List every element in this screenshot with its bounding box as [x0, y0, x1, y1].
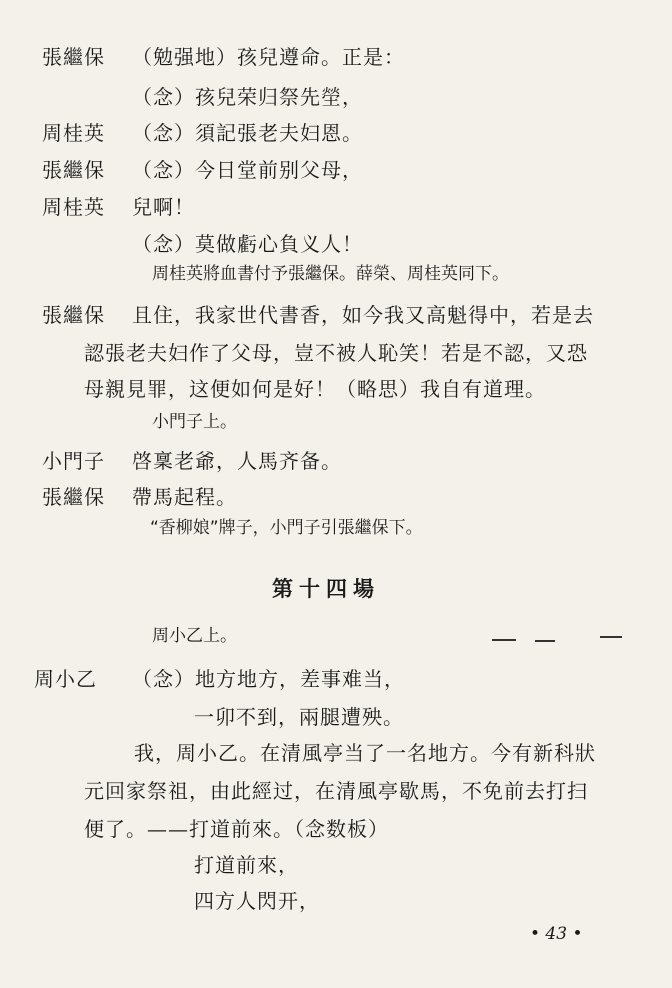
dialogue-line: （念）今日堂前别父母，	[132, 158, 363, 182]
speaker-zhang-jibao: 張繼保	[42, 485, 105, 509]
dialogue-line: 母親見罪，这便如何是好！（略思）我自有道理。	[84, 377, 546, 401]
dialogue-line: 認張老夫妇作了父母，豈不被人恥笑！若是不認，又恐	[84, 341, 588, 365]
dialogue-line: 便了。——打道前來。（念数板）	[84, 817, 389, 841]
dialogue-line: 四方人閃开，	[194, 889, 320, 913]
dialogue-line: 且住，我家世代書香，如今我又高魁得中，若是去	[132, 303, 594, 327]
dialogue-line: 帶馬起程。	[132, 485, 237, 509]
page-number: • 43 •	[530, 924, 583, 944]
speaker-zhou-guiying: 周桂英	[42, 121, 105, 145]
speaker-zhou-guiying: 周桂英	[42, 195, 105, 219]
scan-dash-mark	[600, 636, 622, 638]
stage-direction: “香柳娘”牌子，小門子引張繼保下。	[150, 518, 423, 538]
stage-direction: 周桂英將血書付予張繼保。薛榮、周桂英同下。	[152, 264, 509, 284]
dialogue-line: 打道前來，	[194, 853, 299, 877]
speaker-zhou-xiaoyi: 周小乙	[34, 667, 97, 691]
stage-direction: 周小乙上。	[152, 626, 237, 646]
speaker-zhang-jibao: 張繼保	[42, 45, 105, 69]
dialogue-line: 兒啊！	[132, 195, 195, 219]
scene-title: 第十四場	[272, 577, 380, 601]
scan-dash-mark	[535, 640, 555, 642]
speaker-xiao-menzi: 小門子	[42, 449, 105, 473]
speaker-zhang-jibao: 張繼保	[42, 158, 105, 182]
dialogue-line: 元回家祭祖，由此經过，在清風亭歇馬，不免前去打扫	[84, 779, 588, 803]
dialogue-line: （念）莫做虧心負义人！	[132, 232, 363, 256]
dialogue-line: 我，周小乙。在清風亭当了一名地方。今有新科狀	[134, 741, 596, 765]
speaker-zhang-jibao: 張繼保	[42, 303, 105, 327]
scan-dash-mark	[492, 639, 516, 641]
dialogue-line: （念）孩兒荣归祭先塋，	[132, 85, 363, 109]
dialogue-line: （念）地方地方，差事难当，	[132, 667, 405, 691]
dialogue-line: （念）須記張老夫妇恩。	[132, 121, 363, 145]
dialogue-line: 啓稟老爺，人馬齐备。	[132, 449, 342, 473]
dialogue-line: 一卯不到，兩腿遭殃。	[194, 705, 404, 729]
dialogue-line: （勉强地）孩兒遵命。正是：	[132, 45, 405, 69]
stage-direction: 小門子上。	[152, 412, 237, 432]
